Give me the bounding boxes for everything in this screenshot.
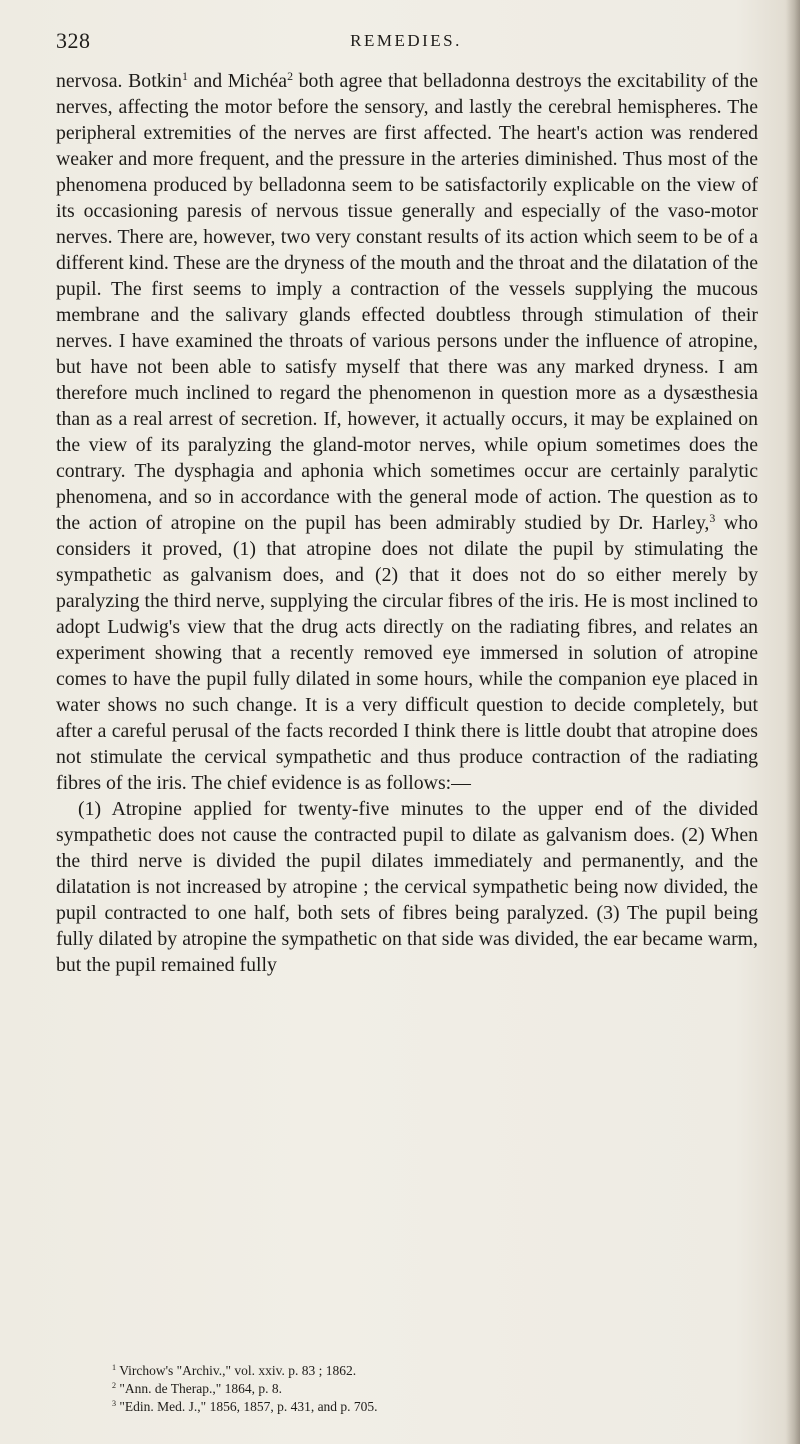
body-text bbox=[56, 68, 758, 978]
footnote bbox=[112, 1362, 752, 1380]
footnote-ref: 1 bbox=[181, 68, 188, 83]
evidence-paragraph bbox=[56, 796, 758, 978]
footnote-mark: 2 bbox=[112, 1381, 117, 1391]
footnote bbox=[112, 1380, 752, 1398]
page-header bbox=[56, 28, 756, 62]
footnotes bbox=[112, 1362, 752, 1416]
footnote bbox=[112, 1398, 752, 1416]
page-edge-shadow bbox=[786, 0, 800, 1444]
footnote-mark: 3 bbox=[112, 1399, 117, 1409]
text-run: nervosa. Botkin bbox=[56, 70, 182, 92]
main-paragraph bbox=[56, 68, 758, 796]
text-run: both agree that belladonna destroys the excitability of the nerves, affecting the motor before the sensory, and lastly the cerebral hemispheres. The peripheral extremities of the nerves are first affected. The heart's action was rendered weaker and more frequent, and the pressure in the arteries diminished. Thus most of the phenomena produced by belladonna seem to be satisfactorily explicable on the view of its occasioning paresis of nervous tissue generally and especially of the vaso-motor nerves. There are, however, two very constant results of its action which seem to be of a different kind. These are the dryness of the mouth and the throat and the dilatation of the pupil. The first seems to imply a contraction of the vessels supplying the mucous membrane and the salivary glands effected doubtless through stimulation of their nerves. I have examined the throats of various persons under the influence of atropine, but have not been able to satisfy myself that there was any marked dryness. I am therefore much inclined to regard the phenomenon in question more as a dysæsthesia than as a real arrest of secretion. If, however, it actually occurs, it may be explained on the view of its paralyzing the gland-motor nerves, while opium sometimes does the contrary. The dysphagia and aphonia which sometimes occur are certainly paralytic phenomena, and so in accordance with the general mode of action. The question as to the action of atropine on the pupil has been admirably studied by Dr. Harley, bbox=[56, 70, 758, 534]
footnote-mark: 1 bbox=[112, 1363, 117, 1373]
footnote-ref: 2 bbox=[287, 68, 294, 83]
page-number: 328 bbox=[56, 28, 91, 53]
text-run: (1) Atropine applied for twenty-five minutes to the upper end of the divided sympathetic does not cause the contracted pupil to dilate as galvanism does. (2) When the third nerve is divided the pupil dilates immediately and permanently, and the dilatation is not increased by atropine ; the cervical sympathetic being now divided, the pupil contracted to one half, both sets of fibres being paralyzed. (3) The pupil being fully dilated by atropine the sympathetic on that side was divided, the ear became warm, but the pupil remained fully bbox=[56, 798, 758, 976]
text-run: who considers it proved, (1) that atropine does not dilate the pupil by stimulating the sympathetic as galvanism does, and (2) that it does not do so either merely by paralyzing the third nerve, supplying the circular fibres of the iris. He is most inclined to adopt Ludwig's view that the drug acts directly on the radiating fibres, and relates an experiment showing that a recently removed eye immersed in solution of atropine comes to have the pupil fully dilated in some hours, while the companion eye placed in water shows no such change. It is a very difficult question to decide completely, but after a careful perusal of the facts recorded I think there is little doubt that atropine does not stimulate the cervical sympathetic and thus produce contraction of the radiating fibres of the iris. The chief evidence is as follows:— bbox=[56, 512, 758, 794]
footnote-text: Virchow's "Archiv.," vol. xxiv. p. 83 ; 1862. bbox=[119, 1363, 357, 1378]
footnote-text: "Ann. de Therap.," 1864, p. 8. bbox=[119, 1381, 283, 1396]
running-head: REMEDIES. bbox=[350, 31, 462, 50]
footnote-text: "Edin. Med. J.," 1856, 1857, p. 431, and p. 705. bbox=[119, 1399, 378, 1414]
footnote-ref: 3 bbox=[709, 510, 716, 525]
text-run: and Michéa bbox=[187, 70, 288, 92]
